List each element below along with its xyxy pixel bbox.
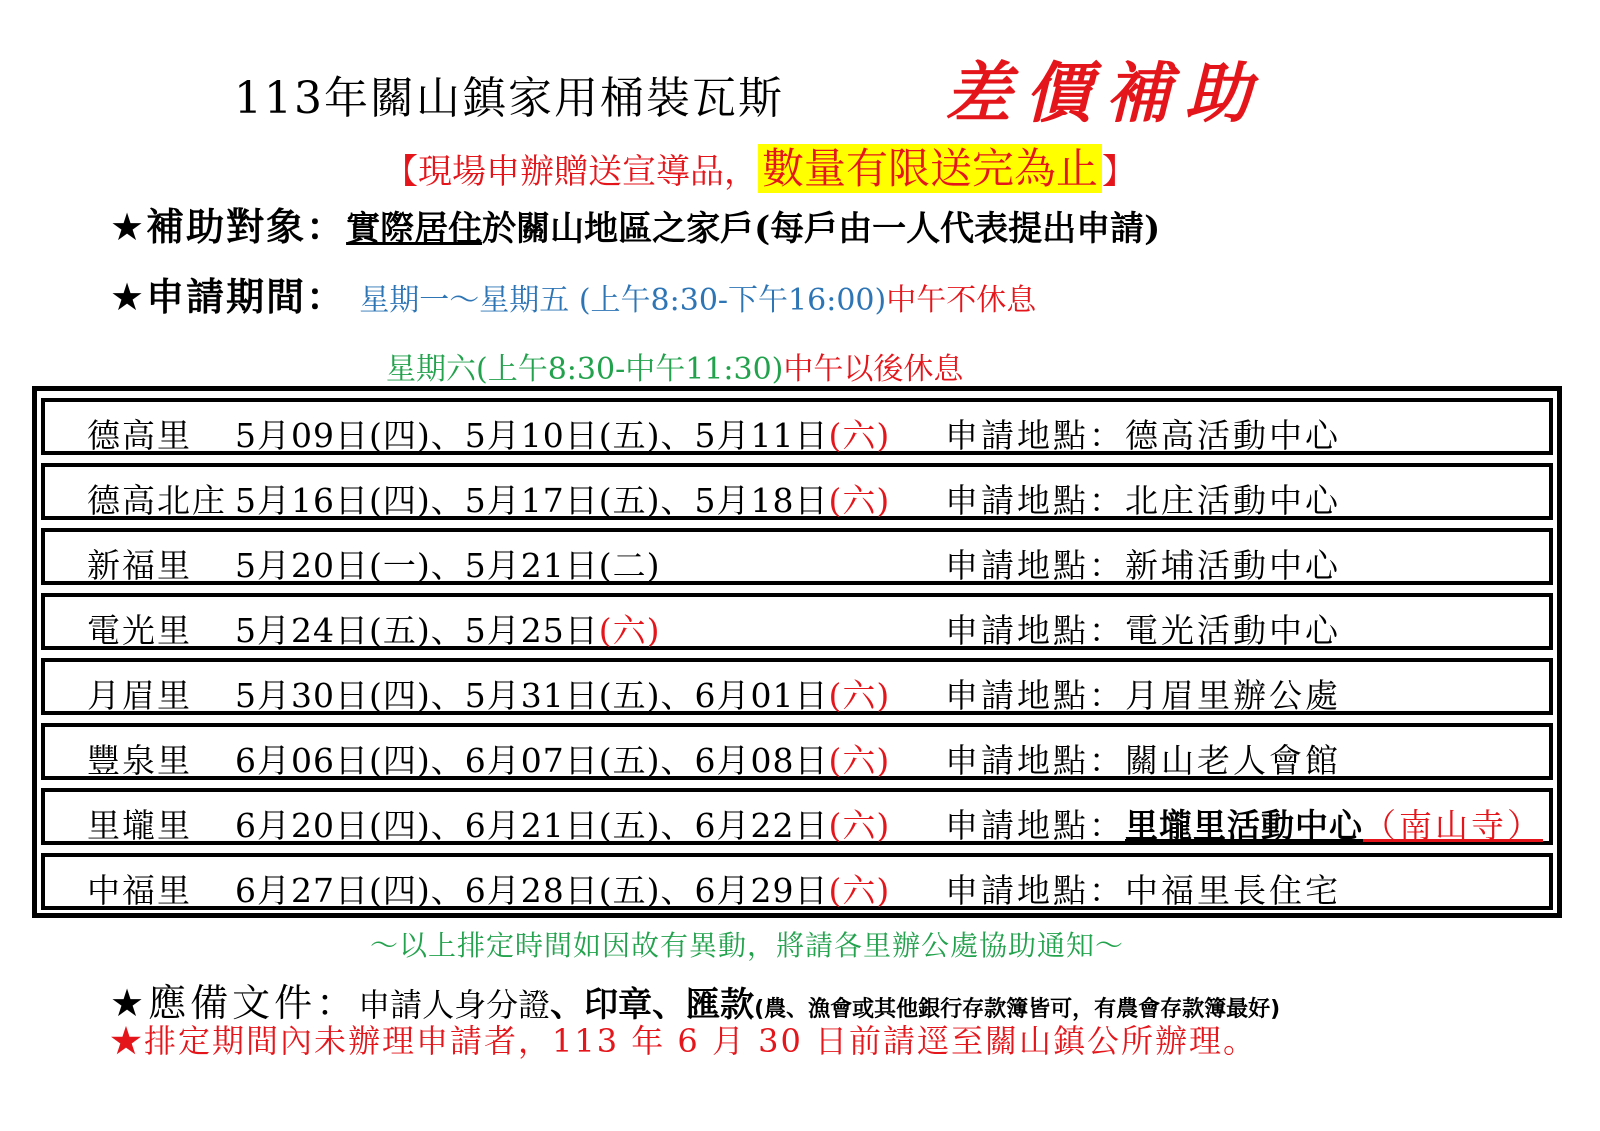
table-row [41, 398, 1553, 455]
schedule-dates [235, 540, 660, 587]
location [945, 475, 1341, 522]
promo-close: 】 [1102, 152, 1137, 192]
location-place: 里壠里活動中心 [1125, 806, 1363, 845]
village-name: 月眉里 [87, 676, 192, 715]
location [945, 800, 1543, 847]
schedule-footnote: ～以上排定時間如因故有異動，將請各里辦公處協助通知～ [370, 929, 1125, 962]
document-title-accent: 差價補助 [945, 55, 1265, 132]
docs-label: ★應備文件： [110, 981, 359, 1025]
location-place: 中福里長住宅 [1125, 871, 1341, 910]
village-name: 德高里 [87, 416, 192, 455]
saturday-marker: (六) [828, 676, 891, 715]
dates-text: 6月06日(四)、6月07日(五)、6月08日 [235, 741, 829, 780]
location-label: 申請地點： [945, 871, 1125, 910]
saturday-line [386, 344, 963, 388]
schedule-table [32, 386, 1562, 918]
table-row [41, 463, 1553, 520]
saturday-hours: 星期六(上午8:30-中午11:30) [386, 352, 784, 387]
table-row [41, 788, 1553, 845]
village-name: 德高北庄 [87, 481, 227, 520]
location-label: 申請地點： [945, 806, 1125, 845]
location [945, 670, 1341, 717]
schedule-dates [235, 735, 890, 782]
period-line [110, 266, 1036, 321]
location [945, 410, 1341, 457]
dates-text: 5月24日(五)、5月25日 [235, 611, 599, 650]
schedule-dates [235, 865, 890, 912]
saturday-marker: (六) [828, 806, 891, 845]
eligibility-label: ★補助對象： [110, 205, 347, 249]
table-row [41, 593, 1553, 650]
saturday-marker: (六) [828, 741, 891, 780]
schedule-dates [235, 475, 890, 522]
location [945, 735, 1341, 782]
period-label: ★申請期間： [110, 275, 347, 319]
dates-text: 5月20日(一)、5月21日(二) [235, 546, 661, 585]
location-place: 關山老人會館 [1125, 741, 1341, 780]
location-label: 申請地點： [945, 416, 1125, 455]
table-row [41, 528, 1553, 585]
dates-text: 5月16日(四)、5月17日(五)、5月18日 [235, 481, 829, 520]
location-place: 月眉里辦公處 [1125, 676, 1341, 715]
schedule-dates [235, 800, 890, 847]
weekday-note: 中午不休息 [886, 283, 1037, 318]
eligibility-line [110, 196, 1160, 251]
docs-seal: 、印章、 [550, 985, 687, 1025]
saturday-marker: (六) [828, 416, 891, 455]
deadline-note: ★排定期間內未辦理申請者，113 年 6 月 30 日前請逕至關山鎮公所辦理。 [110, 1022, 1258, 1060]
saturday-note: 中午以後休息 [783, 352, 964, 387]
document-title: 113年關山鎮家用桶裝瓦斯 [234, 73, 784, 124]
location-label: 申請地點： [945, 611, 1125, 650]
location-label: 申請地點： [945, 741, 1125, 780]
saturday-marker: (六) [598, 611, 661, 650]
schedule-dates [235, 670, 890, 717]
village-name: 新福里 [87, 546, 192, 585]
eligibility-underlined: 實際居住 [346, 209, 483, 249]
location [945, 540, 1341, 587]
location-label: 申請地點： [945, 676, 1125, 715]
location [945, 605, 1341, 652]
promo-line [384, 136, 1136, 196]
weekday-hours: 星期一～星期五 (上午8:30-下午16:00) [359, 283, 887, 318]
promo-highlight: 數量有限送完為止 [758, 144, 1102, 193]
location-label: 申請地點： [945, 546, 1125, 585]
dates-text: 6月27日(四)、6月28日(五)、6月29日 [235, 871, 829, 910]
village-name: 電光里 [87, 611, 192, 650]
location [945, 865, 1341, 912]
promo-open: 【現場申辦贈送宣導品， [384, 152, 758, 192]
location-extra: （南山寺） [1363, 806, 1543, 845]
village-name: 中福里 [87, 871, 192, 910]
village-name: 豐泉里 [87, 741, 192, 780]
location-label: 申請地點： [945, 481, 1125, 520]
schedule-dates [235, 410, 890, 457]
dates-text: 5月30日(四)、5月31日(五)、6月01日 [235, 676, 829, 715]
saturday-marker: (六) [828, 481, 891, 520]
location-place: 電光活動中心 [1125, 611, 1341, 650]
dates-text: 5月09日(四)、5月10日(五)、5月11日 [235, 416, 829, 455]
table-row [41, 658, 1553, 715]
schedule-dates [235, 605, 660, 652]
table-row [41, 723, 1553, 780]
docs-note: (農、漁會或其他銀行存款簿皆可，有農會存款簿最好) [754, 997, 1281, 1022]
docs-id-card: 申請人身分證 [358, 986, 551, 1024]
location-place: 北庄活動中心 [1125, 481, 1341, 520]
dates-text: 6月20日(四)、6月21日(五)、6月22日 [235, 806, 829, 845]
location-place: 新埔活動中心 [1125, 546, 1341, 585]
saturday-marker: (六) [828, 871, 891, 910]
village-name: 里壠里 [87, 806, 192, 845]
docs-remit: 匯款 [686, 985, 755, 1025]
eligibility-text: 於關山地區之家戶(每戶由一人代表提出申請) [482, 209, 1161, 249]
table-row [41, 853, 1553, 910]
location-place: 德高活動中心 [1125, 416, 1341, 455]
